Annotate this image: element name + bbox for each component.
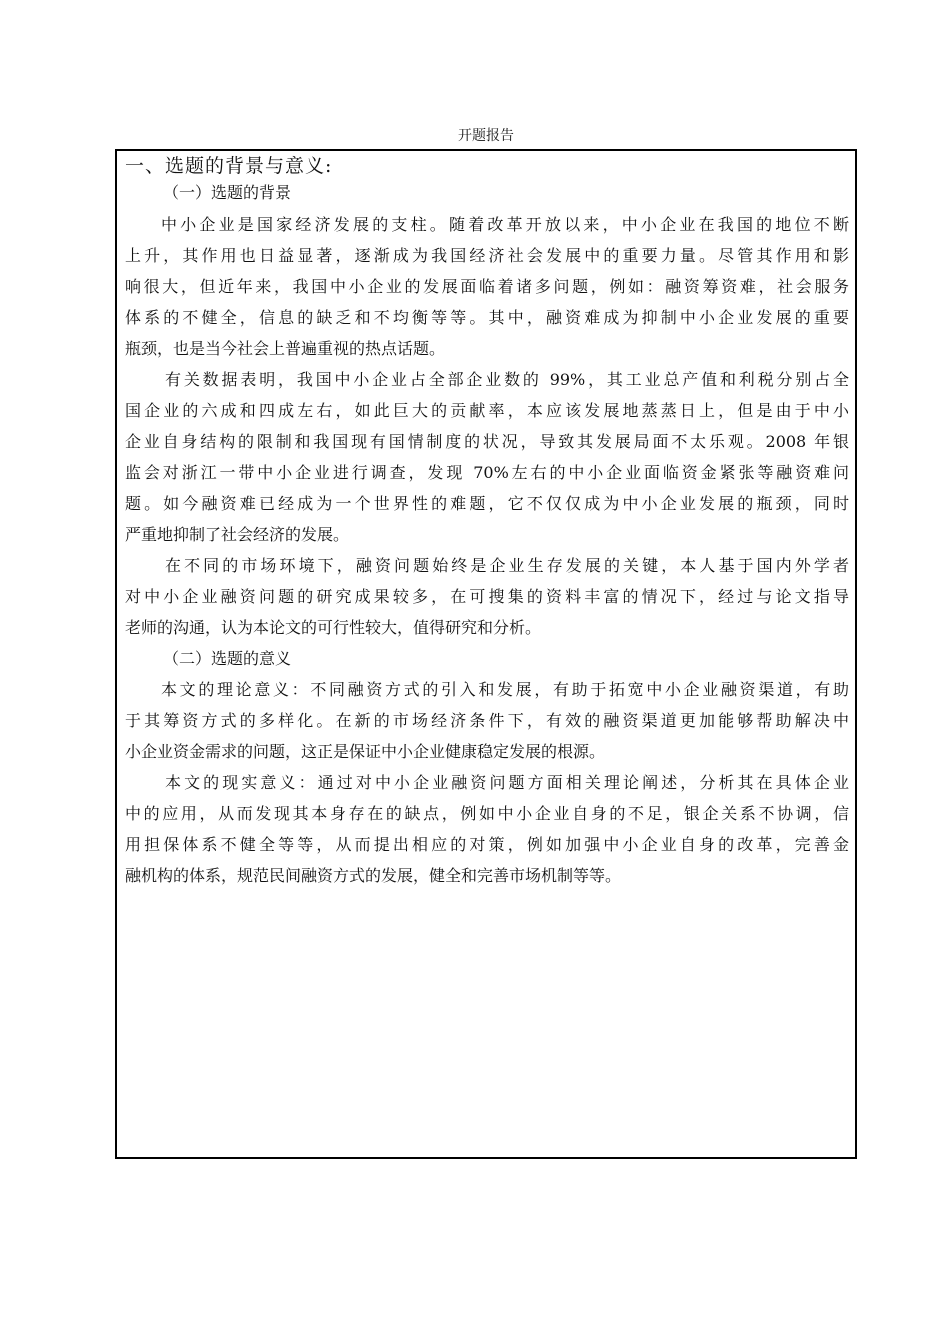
section-title: 一、选题的背景与意义: xyxy=(125,155,333,177)
text-line: 对中小企业融资问题的研究成果较多，在可搜集的资料丰富的情况下，经过与论文指导 xyxy=(125,587,849,606)
text-line: 监会对浙江一带中小企业进行调查，发现 70%左右的中小企业面临资金紧张等融资难问 xyxy=(125,463,849,482)
text-line: 上升，其作用也日益显著，逐渐成为我国经济社会发展中的重要力量。尽管其作用和影 xyxy=(125,246,849,265)
text-line: 国企业的六成和四成左右，如此巨大的贡献率，本应该发展地蒸蒸日上，但是由于中小 xyxy=(125,401,849,420)
text-line: 本文的现实意义：通过对中小企业融资问题方面相关理论阐述，分析其在具体企业 xyxy=(165,773,849,792)
paragraph-significance-1 xyxy=(125,674,849,767)
text-line: 在不同的市场环境下，融资问题始终是企业生存发展的关键，本人基于国内外学者 xyxy=(165,556,849,575)
text-line: 小企业资金需求的问题，这正是保证中小企业健康稳定发展的根源。 xyxy=(125,742,606,761)
paragraph-background-3 xyxy=(125,550,849,643)
text-line: 体系的不健全，信息的缺乏和不均衡等等。其中，融资难成为抑制中小企业发展的重要 xyxy=(125,308,849,327)
text-line: 瓶颈，也是当今社会上普遍重视的热点话题。 xyxy=(125,339,446,358)
report-frame xyxy=(115,149,857,1159)
page-header-title: 开题报告 xyxy=(458,128,514,144)
text-line: 融机构的体系，规范民间融资方式的发展，健全和完善市场机制等等。 xyxy=(125,866,622,885)
text-line: 中的应用，从而发现其本身存在的缺点，例如中小企业自身的不足，银企关系不协调，信 xyxy=(125,804,849,823)
text-line: 本文的理论意义：不同融资方式的引入和发展，有助于拓宽中小企业融资渠道，有助 xyxy=(161,680,849,699)
text-line: 于其筹资方式的多样化。在新的市场经济条件下，有效的融资渠道更加能够帮助解决中 xyxy=(125,711,849,730)
report-content xyxy=(125,153,849,891)
text-line: 响很大，但近年来，我国中小企业的发展面临着诸多问题，例如：融资筹资难，社会服务 xyxy=(125,277,849,296)
text-line: 中小企业是国家经济发展的支柱。随着改革开放以来，中小企业在我国的地位不断 xyxy=(161,215,849,234)
subheading-background: （一）选题的背景 xyxy=(163,183,292,202)
text-line: 用担保体系不健全等等，从而提出相应的对策，例如加强中小企业自身的改革，完善金 xyxy=(125,835,849,854)
text-line: 老师的沟通，认为本论文的可行性较大，值得研究和分析。 xyxy=(125,618,542,637)
text-line: 严重地抑制了社会经济的发展。 xyxy=(125,525,350,544)
paragraph-background-1 xyxy=(125,209,849,364)
text-line: 题。如今融资难已经成为一个世界性的难题，它不仅仅成为中小企业发展的瓶颈，同时 xyxy=(125,494,849,513)
paragraph-background-2 xyxy=(125,364,849,550)
subheading-significance: （二）选题的意义 xyxy=(163,649,292,668)
text-line: 有关数据表明，我国中小企业占全部企业数的 99%，其工业总产值和利税分别占全 xyxy=(165,370,849,389)
text-line: 企业自身结构的限制和我国现有国情制度的状况，导致其发展局面不太乐观。2008 年银 xyxy=(125,432,849,451)
paragraph-significance-2 xyxy=(125,767,849,891)
